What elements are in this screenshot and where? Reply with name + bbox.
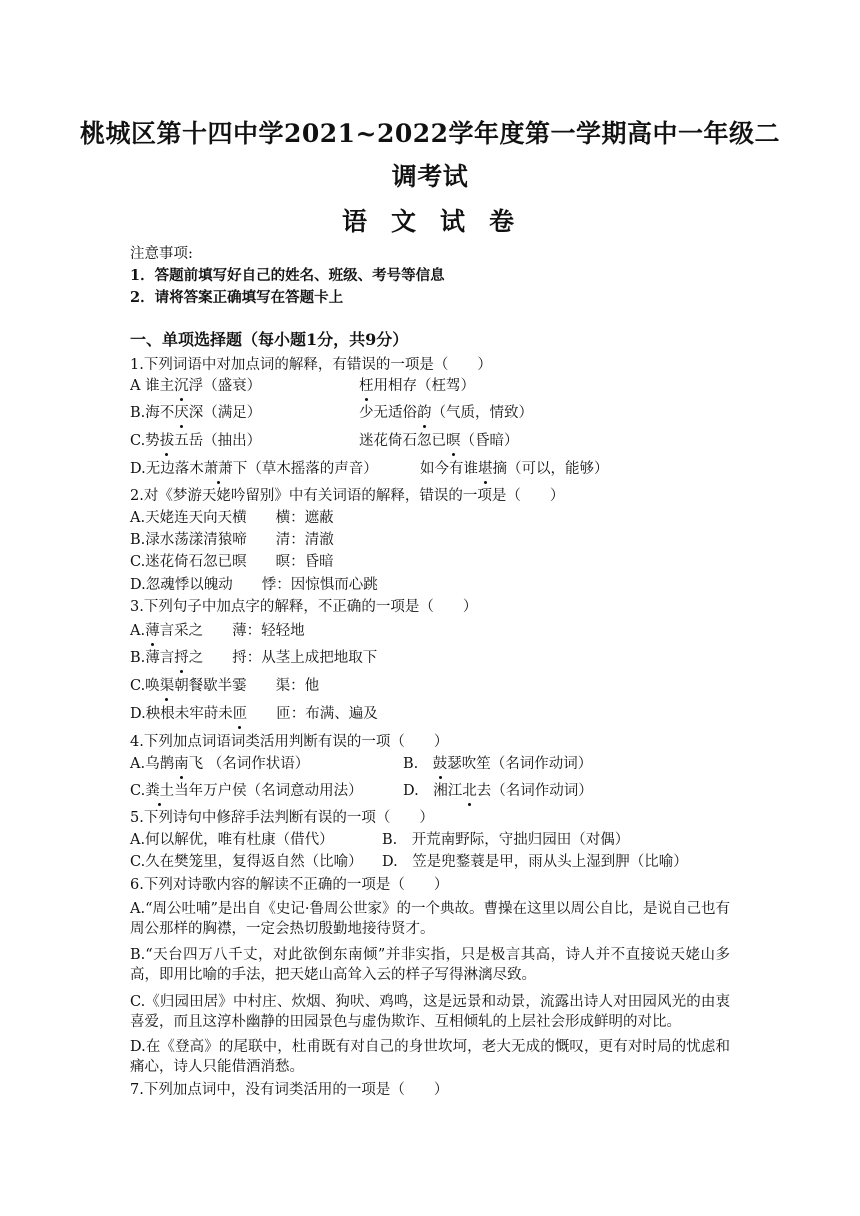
q4-option-d bbox=[403, 781, 593, 801]
q6-option-a: A.“周公吐哺”是出自《史记·鲁周公世家》的一个典故。曹操在这里以周公自比，是说自己也有周公那样的胸襟，一定会热切殷勤地接待贤才。 bbox=[130, 901, 731, 937]
dotted-char: 薄 bbox=[145, 623, 160, 639]
q3-d-pre: D.秧根未牢莳未 bbox=[130, 706, 233, 722]
notice-item-2: 2．请将答案正确填写在答题卡上 bbox=[130, 289, 344, 306]
q1-c2-pre: 迷花倚石忽已 bbox=[359, 433, 446, 449]
q1-b2-post: （气质，情致） bbox=[431, 405, 533, 421]
q2-option-d: D.忽魂悸以魄动 悸：因惊惧而心跳 bbox=[130, 577, 378, 593]
q3-c-pre: C.唤 bbox=[130, 678, 160, 694]
q4-d-pre: D. 湘江 bbox=[403, 783, 463, 799]
q4-b-post: 瑟吹笙（名词作动词） bbox=[447, 756, 593, 772]
q6-option-d: D.在《登高》的尾联中，杜甫既有对自己的身世坎坷，老大无成的慨叹，更有对时局的忧虑和痛心，诗人只能借酒消愁。 bbox=[130, 1039, 730, 1075]
q1-b-pre: B.海不 bbox=[130, 405, 175, 421]
q4-stem: 4.下列加点词语词类活用判断有误的一项（ ） bbox=[130, 734, 449, 750]
q2-option-c: C.迷花倚石忽已暝 暝：昏暗 bbox=[130, 554, 334, 570]
q4-option-c bbox=[130, 781, 363, 801]
q3-a-post: 言采之 薄：轻轻地 bbox=[159, 623, 305, 639]
q4-a-pre: A.乌鹊 bbox=[130, 756, 175, 772]
dotted-char: 匝 bbox=[232, 706, 248, 722]
dotted-char: 厌 bbox=[174, 405, 189, 421]
exam-title-line2: 调考试 bbox=[391, 162, 469, 191]
q2-stem: 2.对《梦游天姥吟留别》中有关词语的解释，错误的一项是（ ） bbox=[130, 488, 565, 504]
q1-stem: 1.下列词语中对加点词的解释，有错误的一项是（ ） bbox=[130, 357, 492, 373]
exam-subject-title: 语文试卷 bbox=[341, 207, 538, 236]
q1-a-pre: A 谁主 bbox=[130, 378, 175, 394]
q3-option-c bbox=[130, 676, 319, 696]
q1-c2-post: （昏暗） bbox=[460, 433, 519, 449]
dotted-char: 拔 bbox=[159, 433, 175, 449]
q1-d2-pre: 如今有谁 bbox=[420, 461, 478, 477]
exam-title-line1: 桃城区第十四中学2021~2022学年度第一学期高中一年级二 bbox=[79, 119, 781, 148]
q5-option-b: B. 开荒南野际，守拙归园田（对偶） bbox=[382, 832, 630, 848]
q2-option-b: B.渌水荡漾清猿啼 清：清澈 bbox=[130, 532, 334, 548]
q4-a-post: 飞 （名词作状语） bbox=[188, 756, 310, 772]
dotted-char: 萧萧 bbox=[203, 461, 233, 477]
q5-option-a: A.何以解优，唯有杜康（借代） bbox=[130, 832, 334, 848]
q1-c-pre: C.势 bbox=[130, 433, 160, 449]
q3-option-b bbox=[130, 648, 377, 668]
q3-option-d bbox=[130, 704, 378, 724]
q1-a-post: 浮（盛衰） bbox=[188, 378, 262, 394]
q1-option-d-right bbox=[420, 459, 609, 479]
dotted-char: 沉 bbox=[174, 378, 189, 394]
q1-b-post: 深（满足） bbox=[188, 405, 262, 421]
q6-option-b: B.“天台四万八千丈，对此欲倒东南倾”并非实指，只是极言其高，诗人并不直接说天姥山多高，即用比喻的手法，把天姥山高耸入云的样子写得淋漓尽致。 bbox=[130, 947, 730, 983]
q3-c-post: 朝餐歇半霎 渠：他 bbox=[174, 678, 320, 694]
q3-option-a bbox=[130, 621, 305, 641]
q3-stem: 3.下列句子中加点字的解释，不正确的一项是（ ） bbox=[130, 599, 478, 615]
q1-d2-post: 摘（可以，能够） bbox=[492, 461, 609, 477]
q1-c-post: 五岳（抽出） bbox=[174, 433, 262, 449]
q1-option-d bbox=[130, 459, 378, 479]
dotted-char: 枉 bbox=[359, 378, 374, 394]
q4-d-post: 去（名词作动词） bbox=[476, 783, 593, 799]
q1-b2-pre: 少无适俗 bbox=[359, 405, 417, 421]
q6-option-c: C.《归园田居》中村庄、炊烟、狗吠、鸡鸣，这是远景和动景，流露出诗人对田园风光的由衷喜爱，而且这淳朴幽静的田园景色与虚伪欺诈、互相倾轧的上层社会形成鲜明的对比。 bbox=[130, 994, 730, 1030]
q3-b-pre: B.薄言 bbox=[130, 650, 175, 666]
q2-option-a: A.天姥连天向天横 横：遮蔽 bbox=[130, 510, 334, 526]
section-1-heading: 一、单项选择题（每小题1分，共9分） bbox=[130, 330, 409, 349]
q1-option-c-right bbox=[359, 431, 519, 451]
q4-option-a bbox=[130, 754, 309, 774]
q1-a2-post: 用相存（枉驾） bbox=[373, 378, 475, 394]
dotted-char: 粪土 bbox=[145, 783, 175, 799]
dotted-char: 北 bbox=[462, 783, 477, 799]
q3-b-post: 之 捋：从茎上成把地取下 bbox=[188, 650, 378, 666]
dotted-char: 南 bbox=[174, 756, 189, 772]
q1-d-post: 下（草木摇落的声音） bbox=[232, 461, 378, 477]
q4-b-pre: B. bbox=[403, 756, 433, 772]
q5-option-c: C.久在樊笼里，复得返自然（比喻） bbox=[130, 854, 363, 870]
q4-option-b bbox=[403, 754, 592, 774]
dotted-char: 捋 bbox=[174, 650, 189, 666]
notice-item-1: 1．答题前填写好自己的姓名、班级、考号等信息 bbox=[130, 267, 445, 284]
q4-c-pre: C. bbox=[130, 783, 146, 799]
dotted-char: 暝 bbox=[446, 433, 461, 449]
q1-d-pre: D.无边落木 bbox=[130, 461, 204, 477]
dotted-char: 韵 bbox=[417, 405, 432, 421]
q6-stem: 6.下列对诗歌内容的解读不正确的一项是（ ） bbox=[130, 877, 449, 893]
q1-option-a-right bbox=[359, 376, 475, 396]
dotted-char: 鼓 bbox=[432, 756, 448, 772]
notice-heading: 注意事项: bbox=[130, 246, 193, 262]
q7-stem: 7.下列加点词中，没有词类活用的一项是（ ） bbox=[130, 1082, 449, 1098]
q4-c-post: 当年万户侯（名词意动用法） bbox=[174, 783, 363, 799]
q1-option-c bbox=[130, 431, 261, 451]
q1-option-a bbox=[130, 376, 261, 396]
q5-option-d: D. 笠是兜鍪蓑是甲，雨从头上湿到胛（比喻） bbox=[382, 854, 688, 870]
q1-option-b bbox=[130, 403, 261, 423]
q1-option-b-right bbox=[359, 403, 533, 423]
dotted-char: 渠 bbox=[159, 678, 175, 694]
q3-d-post: 匝：布满、遍及 bbox=[247, 706, 378, 722]
dotted-char: 堪 bbox=[478, 461, 493, 477]
q3-a-pre: A. bbox=[130, 623, 146, 639]
q5-stem: 5.下列诗句中修辞手法判断有误的一项（ ） bbox=[130, 810, 434, 826]
